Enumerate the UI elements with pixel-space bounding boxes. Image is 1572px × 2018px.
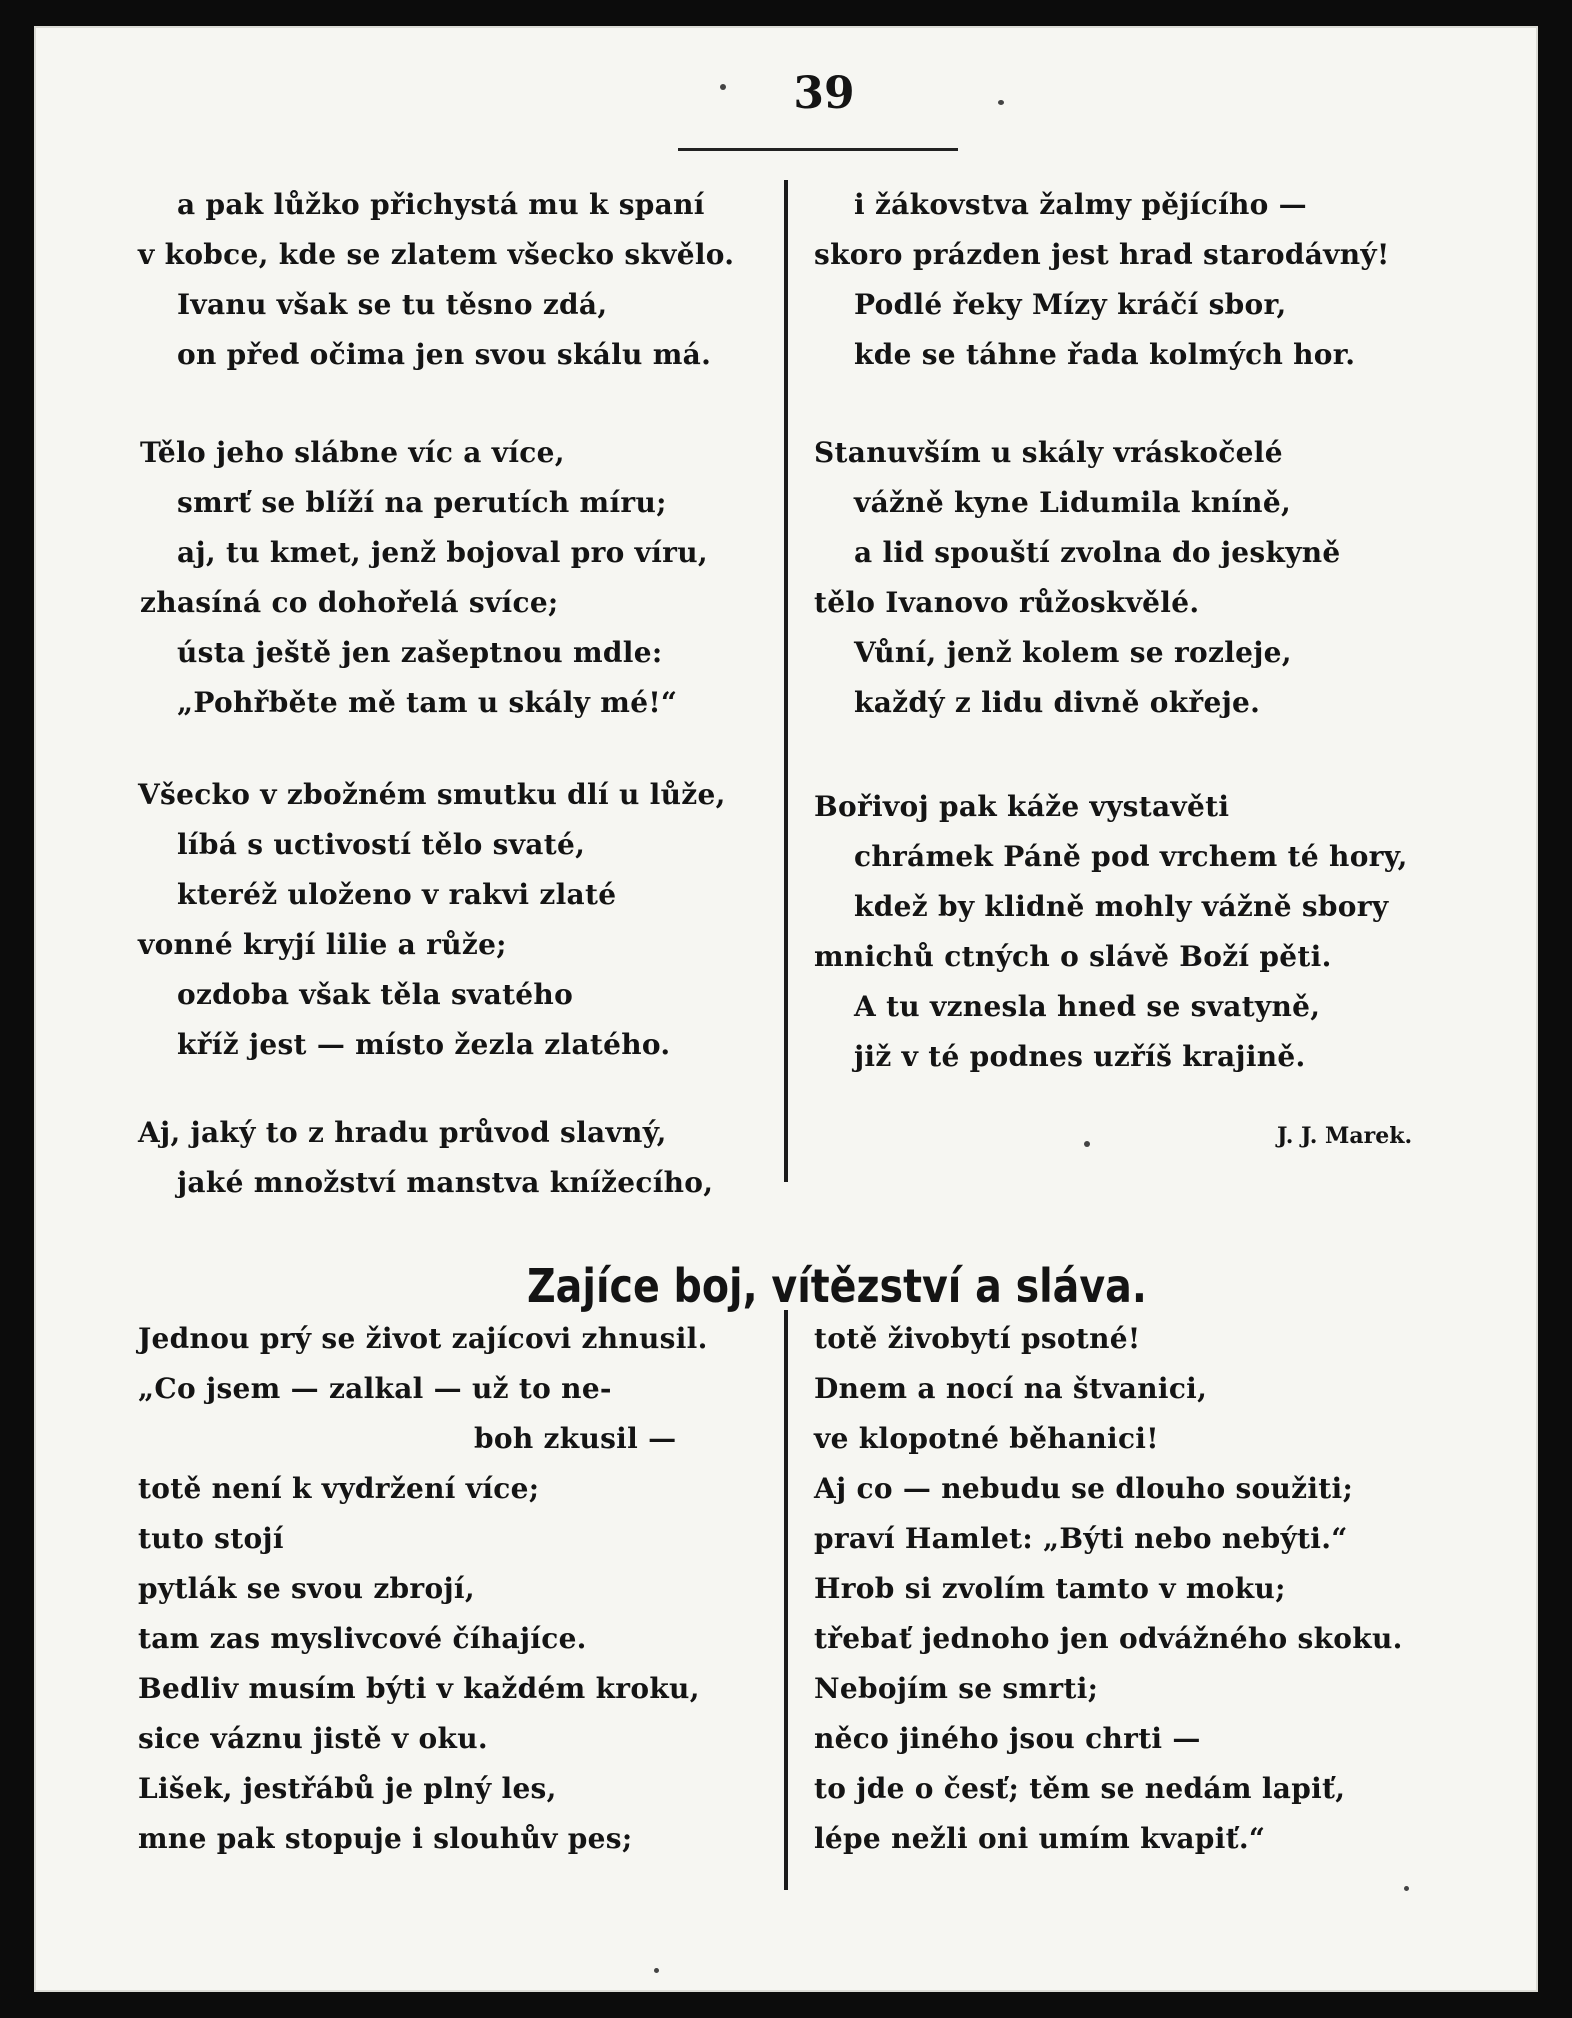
poem-line: „Co jsem — zalkal — už to ne- xyxy=(138,1372,612,1405)
scan-speck xyxy=(654,1968,659,1973)
poem-line: Bedliv musím býti v každém kroku, xyxy=(138,1672,700,1705)
poem-line: Bořivoj pak káže vystavěti xyxy=(814,790,1230,823)
poem-line: a lid spouští zvolna do jeskyně xyxy=(854,536,1341,569)
poem-line: Stanuvším u skály vráskočelé xyxy=(814,436,1283,469)
scan-speck xyxy=(998,100,1004,105)
poem-line: Dnem a nocí na štvanici, xyxy=(814,1372,1208,1405)
poem-line: Aj, jaký to z hradu průvod slavný, xyxy=(138,1116,667,1149)
poem-line: on před očima jen svou skálu má. xyxy=(177,338,712,371)
poem-line: to jde o česť; těm se nedám lapiť, xyxy=(814,1772,1346,1805)
poem-line: lépe nežli oni umím kvapiť.“ xyxy=(814,1822,1266,1855)
poem-line: již v té podnes uzříš krajině. xyxy=(854,1040,1306,1073)
poem-line: v kobce, kde se zlatem všecko skvělo. xyxy=(138,238,735,271)
poem-line: mne pak stopuje i slouhův pes; xyxy=(138,1822,633,1855)
poem-line: kdež by klidně mohly vážně sbory xyxy=(854,890,1389,923)
poem-line: mnichů ctných o slávě Boží pěti. xyxy=(814,940,1332,973)
poem-line: A tu vznesla hned se svatyně, xyxy=(854,990,1321,1023)
poem-line: totě není k vydržení více; xyxy=(138,1472,540,1505)
poem-line: chrámek Páně pod vrchem té hory, xyxy=(854,840,1408,873)
poem-line: kde se táhne řada kolmých hor. xyxy=(854,338,1356,371)
poem-line: něco jiného jsou chrti — xyxy=(814,1722,1201,1755)
poem-line: i žákovstva žalmy pějícího — xyxy=(854,188,1307,221)
poem-line: každý z lidu divně okřeje. xyxy=(854,686,1261,719)
poem-line: líbá s uctivostí tělo svaté, xyxy=(177,828,586,861)
poem-line: sice váznu jistě v oku. xyxy=(138,1722,488,1755)
poem-line: kteréž uloženo v rakvi zlaté xyxy=(177,878,617,911)
poem-line: Hrob si zvolím tamto v moku; xyxy=(814,1572,1286,1605)
poem-line: tělo Ivanovo růžoskvělé. xyxy=(814,586,1200,619)
poem-line: Jednou prý se život zajícovi zhnusil. xyxy=(138,1322,708,1355)
column-divider-bottom xyxy=(784,1310,788,1890)
poem-line: totě živobytí psotné! xyxy=(814,1322,1141,1355)
column-divider-top xyxy=(784,180,788,1182)
poem-line: Lišek, jestřábů je plný les, xyxy=(138,1772,557,1805)
poem-line: Ivanu však se tu těsno zdá, xyxy=(177,288,608,321)
poem-line: aj, tu kmet, jenž bojoval pro víru, xyxy=(177,536,708,569)
page-number: 39 xyxy=(793,68,855,119)
poem-line: Tělo jeho slábne víc a více, xyxy=(140,436,565,469)
poem-line: boh zkusil — xyxy=(474,1422,677,1455)
poem-line: kříž jest — místo žezla zlatého. xyxy=(177,1028,671,1061)
poem-line: smrť se blíží na perutích míru; xyxy=(177,486,667,519)
poem-line: vážně kyne Lidumila kníně, xyxy=(854,486,1291,519)
poem-line: Vůní, jenž kolem se rozleje, xyxy=(854,636,1292,669)
poem-line: tam zas myslivcové číhajíce. xyxy=(138,1622,587,1655)
poem-line: pytlák se svou zbrojí, xyxy=(138,1572,475,1605)
scan-speck xyxy=(1404,1886,1409,1891)
scan-speck xyxy=(1084,1141,1090,1147)
poem-line: vonné kryjí lilie a růže; xyxy=(138,928,507,961)
poem-line: praví Hamlet: „Býti nebo nebýti.“ xyxy=(814,1522,1348,1555)
poem-line: „Pohřběte mě tam u skály mé!“ xyxy=(177,686,678,719)
poem-line: Podlé řeky Mízy kráčí sbor, xyxy=(854,288,1287,321)
header-rule xyxy=(678,148,958,151)
poem-line: a pak lůžko přichystá mu k spaní xyxy=(177,188,705,221)
poem-line: Aj co — nebudu se dlouho soužiti; xyxy=(814,1472,1354,1505)
poem-title: Zajíce boj, vítězství a sláva. xyxy=(527,1259,1147,1313)
book-page xyxy=(34,26,1538,1992)
poem-line: ústa ještě jen zašeptnou mdle: xyxy=(177,636,663,669)
poem-line: Nebojím se smrti; xyxy=(814,1672,1099,1705)
poem-line: Všecko v zbožném smutku dlí u lůže, xyxy=(138,778,726,811)
poem-line: skoro prázden jest hrad starodávný! xyxy=(814,238,1390,271)
poem-line: ve klopotné běhanici! xyxy=(814,1422,1159,1455)
poem-line: tuto stojí xyxy=(138,1522,284,1555)
poem-line: ozdoba však těla svatého xyxy=(177,978,574,1011)
scan-speck xyxy=(720,84,726,90)
poem-line: jaké množství manstva knížecího, xyxy=(177,1166,714,1199)
poem-line: zhasíná co dohořelá svíce; xyxy=(140,586,559,619)
poem-line: třebať jednoho jen odvážného skoku. xyxy=(814,1622,1403,1655)
author-signature: J. J. Marek. xyxy=(1277,1123,1413,1149)
